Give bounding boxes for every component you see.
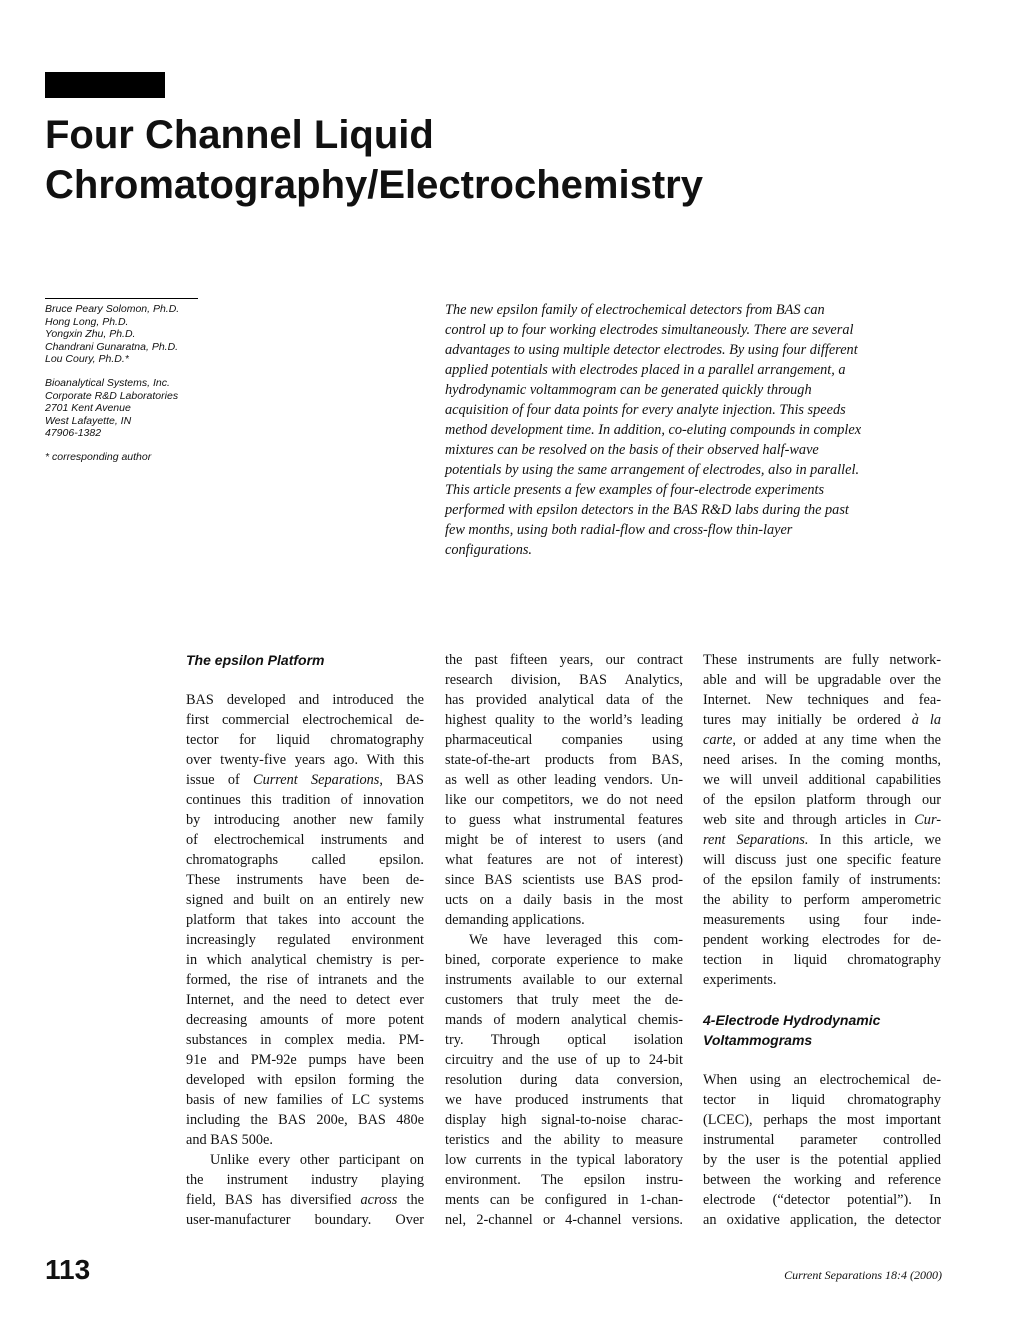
spacer (703, 990, 941, 1010)
body-line: developed with epsilon forming the (186, 1072, 424, 1088)
body-line: We have leveraged this com- (469, 932, 683, 948)
body-line: experiments. (703, 972, 777, 988)
body-line (703, 830, 941, 850)
abstract-line: method development time. In addition, co-eluting compounds in complex (445, 422, 862, 438)
body-line: formed, the rise of intranets and the (186, 972, 424, 988)
body-line: increasingly regulated environment (186, 932, 424, 948)
text-run: web site and through articles in (703, 812, 915, 828)
body-line: in which analytical chemistry is per- (186, 952, 424, 968)
author-block (45, 303, 275, 464)
body-line: platform that takes into account the (186, 912, 424, 928)
title-line-2: Chromatography/Electrochemistry (45, 163, 703, 207)
body-line: of electrochemical instruments and (186, 832, 424, 848)
body-line (703, 730, 941, 750)
body-line: of the epsilon family of instruments: (703, 872, 941, 888)
body-line: we will unveil additional capabilities (703, 772, 941, 788)
body-line: an oxidative application, the detector (703, 1212, 941, 1228)
body-line: ments can be configured in 1-chan- (445, 1192, 683, 1208)
spacer (703, 1050, 941, 1070)
abstract-line: potentials by using the same arrangement of electrodes, also in parallel. (445, 462, 860, 478)
text-run: the (397, 1192, 424, 1208)
body-line: tector for liquid chromatography (186, 732, 424, 748)
body-line: like our competitors, we do not need (445, 792, 683, 808)
body-line: we have produced instruments that (445, 1092, 683, 1108)
body-line (186, 770, 424, 790)
body-line: demanding applications. (445, 912, 585, 928)
body-line: tection in liquid chromatography (703, 952, 941, 968)
abstract-line: configurations. (445, 542, 532, 558)
abstract-line: performed with epsilon detectors in the BAS R&D labs during the past (445, 502, 849, 518)
journal-name: rent Separations. (703, 832, 809, 848)
body-line: since BAS scientists use BAS prod- (445, 872, 683, 888)
body-line: research division, BAS Analytics, (445, 672, 683, 688)
body-line: of the epsilon platform through our (703, 792, 941, 808)
body-line: basis of new families of LC systems (186, 1092, 424, 1108)
body-line: nel, 2-channel or 4-channel versions. (445, 1212, 683, 1228)
emphasis: across (360, 1192, 398, 1208)
section-heading: 4-Electrode Hydrodynamic (703, 1012, 881, 1028)
abstract-line: hydrodynamic voltammogram can be generated quickly through (445, 382, 812, 398)
author-name: Yongxin Zhu, Ph.D. (45, 328, 136, 341)
title-line-1: Four Channel Liquid (45, 113, 434, 157)
body-line: Unlike every other participant on (210, 1152, 424, 1168)
body-line: signed and built on an entirely new (186, 892, 424, 908)
body-line: ucts on a daily basis in the most (445, 892, 683, 908)
body-line: low currents in the typical laboratory (445, 1152, 683, 1168)
emphasis: à la (911, 712, 941, 728)
body-line: measurements using four inde- (703, 912, 941, 928)
body-line: pendent working electrodes for de- (703, 932, 941, 948)
body-line: 91e and PM-92e pumps have been (186, 1052, 424, 1068)
author-name: Lou Coury, Ph.D.* (45, 353, 129, 366)
text-run: issue of (186, 772, 254, 788)
abstract-line: mixtures can be resolved on the basis of their observed half-wave (445, 442, 819, 458)
body-line: (LCEC), perhaps the most important (703, 1112, 941, 1128)
body-line: between the working and reference (703, 1172, 941, 1188)
body-line: highest quality to the world’s leading (445, 712, 683, 728)
body-column-3 (703, 650, 941, 1230)
text-run: In this article, we (808, 832, 941, 848)
body-line: substances in complex media. PM- (186, 1032, 424, 1048)
body-line: When using an electrochemical de- (703, 1072, 941, 1088)
body-line: pharmaceutical companies using (445, 732, 683, 748)
affiliation-line: 2701 Kent Avenue (45, 402, 131, 415)
author-name: Bruce Peary Solomon, Ph.D. (45, 303, 180, 315)
body-line (703, 710, 941, 730)
body-line: to guess what instrumental features (445, 812, 683, 828)
body-line: able and will be upgradable over the (703, 672, 941, 688)
body-line: resolution during data conversion, (445, 1072, 683, 1088)
author-rule (45, 298, 198, 299)
journal-citation: Current Separations 18:4 (2000) (784, 1268, 942, 1282)
body-line: will discuss just one specific feature (703, 852, 941, 868)
affiliation-line: West Lafayette, IN (45, 414, 132, 427)
body-line: display high signal-to-noise charac- (445, 1112, 683, 1128)
page-number: 113 (45, 1254, 91, 1285)
spacer (186, 670, 424, 690)
body-line: by the user is the potential applied (703, 1152, 941, 1168)
body-line: need arises. In the coming months, (703, 752, 941, 768)
abstract-line: applied potentials with electrodes placed in a parallel arrangement, a (445, 362, 846, 378)
article-title (45, 110, 945, 210)
body-line (186, 1190, 424, 1210)
body-column-2 (445, 650, 683, 1230)
author-name: Chandrani Gunaratna, Ph.D. (45, 340, 179, 353)
spacer (45, 366, 275, 377)
body-line: the ability to perform amperometric (703, 892, 941, 908)
abstract-line: control up to four working electrodes simultaneously. There are several (445, 322, 854, 338)
body-line: over twenty-five years ago. With this (186, 752, 424, 768)
abstract-line: This article presents a few examples of four-electrode experiments (445, 482, 825, 498)
journal-name: Cur- (914, 812, 941, 828)
body-line: mands of modern analytical chemis- (445, 1012, 683, 1028)
body-line: the instrument industry playing (186, 1172, 424, 1188)
body-line: BAS developed and introduced the (186, 692, 424, 708)
body-line: including the BAS 200e, BAS 480e (186, 1112, 424, 1128)
body-line: teristics and the ability to measure (445, 1132, 683, 1148)
body-line: try. Through optical isolation (445, 1032, 683, 1048)
section-heading: Voltammograms (703, 1032, 813, 1048)
body-line: what features are not of interest) (445, 852, 683, 868)
body-line: might be of interest to users (and (445, 832, 683, 848)
body-line: first commercial electrochemical de- (186, 712, 424, 728)
section-heading: The epsilon Platform (186, 652, 325, 668)
body-line (703, 810, 941, 830)
abstract-line: few months, using both radial-flow and cross-flow thin-layer (445, 522, 793, 538)
body-line: Internet, and the need to detect ever (186, 992, 424, 1008)
body-line: environment. The epsilon instru- (445, 1172, 683, 1188)
body-line: as well as other leading vendors. Un- (445, 772, 683, 788)
body-line: instrumental parameter controlled (703, 1132, 941, 1148)
author-name: Hong Long, Ph.D. (45, 315, 129, 328)
body-line: Internet. New techniques and fea- (703, 692, 941, 708)
corresponding-author-note: * corresponding author (45, 450, 152, 463)
abstract-line: acquisition of four data points for every analyte injection. This speeds (445, 402, 846, 418)
affiliation-line: Bioanalytical Systems, Inc. (45, 376, 170, 389)
journal-name: Current Separations (253, 772, 380, 788)
body-line: instruments available to our external (445, 972, 683, 988)
body-line: bined, corporate experience to make (445, 952, 683, 968)
text-run: tures may initially be ordered (703, 712, 912, 728)
body-line: decreasing amounts of more potent (186, 1012, 424, 1028)
body-line: the past fifteen years, our contract (445, 652, 683, 668)
body-line: has provided analytical data of the (445, 692, 683, 708)
body-line: and BAS 500e. (186, 1132, 273, 1148)
abstract-line: advantages to using multiple detector electrodes. By using four different (445, 342, 858, 358)
abstract-line: The new epsilon family of electrochemical detectors from BAS can (445, 302, 825, 318)
body-line: by introducing another new family (186, 812, 424, 828)
body-line: continues this tradition of innovation (186, 792, 424, 808)
abstract (445, 300, 945, 560)
body-line: tector in liquid chromatography (703, 1092, 941, 1108)
text-run: , or added at any time when the (732, 732, 941, 748)
body-line: customers that truly meet the de- (445, 992, 683, 1008)
spacer (45, 440, 275, 451)
body-line: circuitry and the use of up to 24-bit (445, 1052, 683, 1068)
section-marker-bar (45, 72, 165, 98)
affiliation-line: 47906-1382 (45, 427, 102, 440)
body-line: electrode (“detector potential”). In (703, 1192, 941, 1208)
affiliation-line: Corporate R&D Laboratories (45, 389, 179, 402)
emphasis: carte (703, 732, 733, 748)
body-line: These instruments are fully network- (703, 652, 941, 668)
body-column-1 (186, 650, 424, 1230)
body-line: user-manufacturer boundary. Over (186, 1212, 424, 1228)
body-line: state-of-the-art products from BAS, (445, 752, 683, 768)
body-line: These instruments have been de- (186, 872, 424, 888)
text-run: , BAS (379, 772, 425, 788)
body-line: chromatographs called epsilon. (186, 852, 424, 868)
text-run: field, BAS has diversified (186, 1192, 361, 1208)
